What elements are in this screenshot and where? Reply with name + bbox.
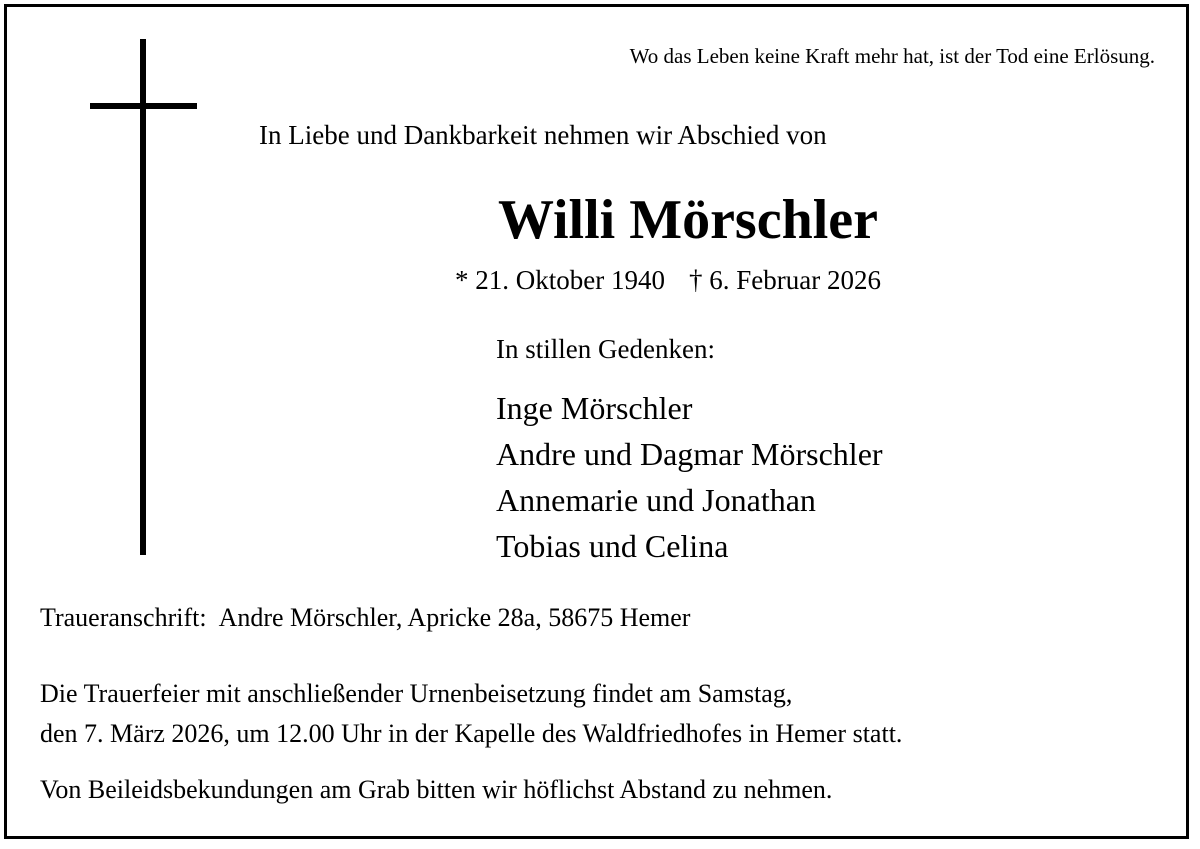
motto-quote: Wo das Leben keine Kraft mehr hat, ist der Tod eine Erlösung. [629,44,1155,68]
deceased-name: Willi Mörschler [498,189,878,251]
ceremony-line: Die Trauerfeier mit anschließender Urnenbeisetzung findet am Samstag, [40,679,793,708]
mourner-item: Andre und Dagmar Mörschler [496,436,883,472]
mourner-item: Annemarie und Jonathan [496,482,816,518]
mourner-item: Tobias und Celina [496,528,729,564]
ceremony-line: den 7. März 2026, um 12.00 Uhr in der Kapelle des Waldfriedhofes in Hemer statt. [40,719,903,748]
closing-request: Von Beileidsbekundungen am Grab bitten wir höflichst Abstand zu nehmen. [40,775,833,804]
death-date: † 6. Februar 2026 [688,265,881,295]
mourning-address [40,603,690,633]
address-value: Andre Mörschler, Apricke 28a, 58675 Hemer [218,603,691,632]
birth-date: * 21. Oktober 1940 [455,265,665,295]
cross-horizontal-bar [90,103,197,109]
address-label: Traueranschrift: [40,603,207,632]
ceremony-info [40,674,902,754]
mourners-list [496,385,883,569]
mourning-label: In stillen Gedenken: [496,334,715,364]
cross-vertical-bar [140,39,146,555]
farewell-intro: In Liebe und Dankbarkeit nehmen wir Abschied von [259,120,827,150]
life-dates [455,265,881,296]
mourner-item: Inge Mörschler [496,390,693,426]
